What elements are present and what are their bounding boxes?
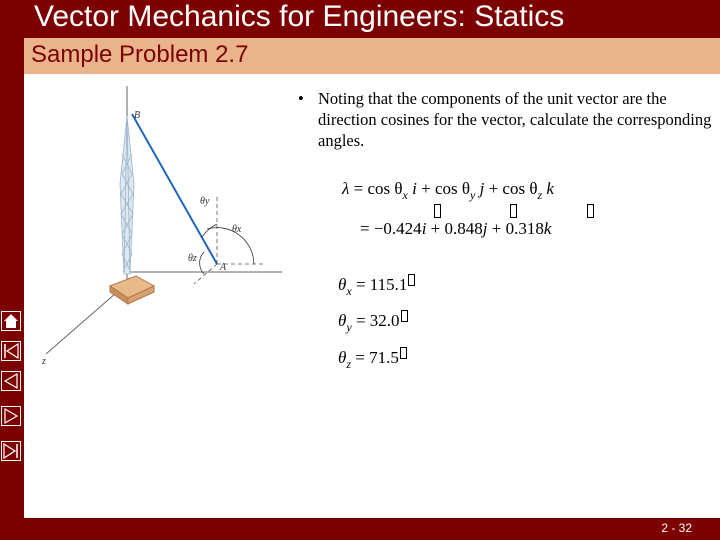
cos-theta-y: cos θ	[434, 179, 470, 198]
theta-z-label: θz	[188, 253, 197, 264]
degree-box	[400, 347, 407, 359]
footer	[24, 518, 720, 540]
vector-hat-box	[434, 204, 441, 218]
point-b-label: B	[134, 110, 141, 121]
subtitle-bar	[24, 38, 720, 74]
degree-box	[401, 310, 408, 322]
plus-sign: +	[430, 219, 441, 238]
theta-x-label: θx	[232, 224, 242, 235]
equals-sign: =	[353, 179, 364, 198]
cos-theta-z: cos θ	[502, 179, 538, 198]
sub-x: x	[346, 284, 352, 298]
coef-x: −0.424	[373, 219, 422, 238]
plus-sign: +	[421, 179, 431, 198]
theta-x-result	[338, 274, 415, 299]
subtitle: Sample Problem 2.7	[31, 41, 249, 68]
theta-y-label: θy	[200, 196, 210, 207]
sub-x: x	[402, 188, 408, 202]
equals-sign: =	[355, 311, 366, 330]
unit-j: j	[482, 219, 488, 238]
unit-i: i	[421, 219, 427, 238]
sub-y: y	[470, 188, 476, 202]
equals-sign: =	[355, 348, 365, 367]
bullet-text: Noting that the components of the unit vector are the direction cosines for the vector, calculate the corresponding angles.	[318, 89, 712, 150]
sub-y: y	[346, 320, 352, 334]
unit-k: k	[543, 219, 552, 238]
last-slide-icon[interactable]	[1, 441, 21, 461]
theta-y-result	[338, 310, 408, 335]
unit-i: i	[412, 179, 417, 198]
equation-line-2	[360, 219, 551, 239]
bullet-marker: •	[298, 89, 304, 108]
sub-z: z	[537, 188, 543, 202]
degree-box	[408, 274, 415, 286]
unit-k: k	[546, 179, 554, 198]
theta-symbol: θ	[338, 348, 347, 367]
equals-sign: =	[355, 275, 366, 294]
page-number: 2 - 32	[661, 521, 692, 535]
vector-hat-box	[510, 204, 517, 218]
coef-z: 0.318	[505, 219, 544, 238]
theta-x-value: 115.1	[369, 275, 408, 294]
slide-title: Vector Mechanics for Engineers: Statics	[34, 0, 565, 33]
plus-sign: +	[491, 219, 502, 238]
antenna-diagram	[24, 74, 294, 374]
theta-symbol: θ	[338, 275, 347, 294]
sub-z: z	[346, 357, 352, 371]
coef-y: 0.848	[444, 219, 483, 238]
unit-j: j	[479, 179, 485, 198]
equation-line-1	[342, 179, 554, 203]
first-slide-icon[interactable]	[1, 341, 21, 361]
equals-sign: =	[360, 219, 370, 238]
plus-sign: +	[488, 179, 499, 198]
next-slide-icon[interactable]	[1, 406, 21, 426]
home-icon[interactable]	[1, 311, 21, 331]
z-axis-label: z	[42, 356, 46, 367]
theta-y-value: 32.0	[369, 311, 400, 330]
theta-symbol: θ	[338, 311, 347, 330]
point-a-label: A	[220, 262, 227, 273]
theta-z-result	[338, 347, 407, 372]
vector-hat-box	[587, 204, 594, 218]
lambda-symbol: λ	[342, 179, 350, 198]
slide-content	[24, 74, 720, 518]
theta-z-value: 71.5	[369, 348, 399, 367]
cos-theta-x: cos θ	[367, 179, 403, 198]
previous-slide-icon[interactable]	[1, 371, 21, 391]
